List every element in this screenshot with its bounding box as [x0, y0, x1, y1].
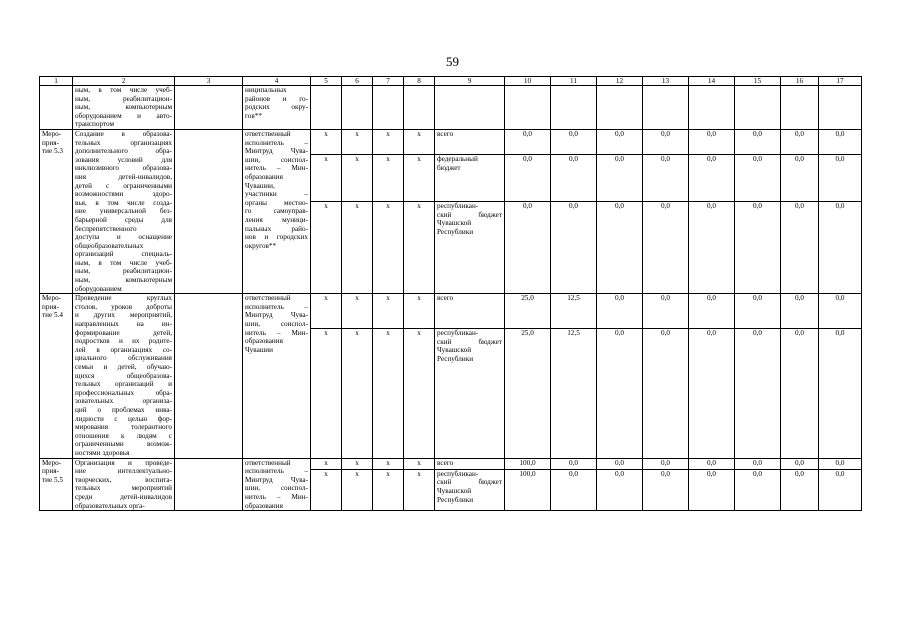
- amount-cell: 0,0: [597, 329, 643, 458]
- continuation-row: [40, 86, 862, 130]
- amount-cell: 0,0: [781, 329, 819, 458]
- code-cell: x: [311, 129, 342, 154]
- code-cell: x: [311, 329, 342, 458]
- page-number: 59: [446, 54, 459, 69]
- text-line: Чувашии: [245, 345, 273, 354]
- amount-cell: 0,0: [643, 458, 689, 469]
- text-line: барьерной среды для: [75, 215, 172, 224]
- continuation-cell-12: [597, 86, 643, 130]
- goal-indicator-cell: [175, 129, 243, 293]
- activity-label: [40, 129, 73, 293]
- code-cell: x: [373, 458, 404, 469]
- header-cell-12: 12: [597, 77, 643, 86]
- amount-cell: 0,0: [643, 469, 689, 510]
- code-cell: x: [342, 154, 373, 201]
- text-line: исполнитель –: [245, 467, 308, 476]
- header-cell-5: 5: [311, 77, 342, 86]
- amount-cell: 0,0: [643, 294, 689, 329]
- text-line: дополнительного обра-: [75, 147, 172, 156]
- text-line: прия-: [42, 138, 59, 147]
- continuation-cell-17: [819, 86, 862, 130]
- text-line: шии, соиспол-: [245, 155, 308, 164]
- text-line: Создание в образова-: [75, 129, 172, 138]
- text-line: прия-: [42, 467, 59, 476]
- code-cell: x: [373, 154, 404, 201]
- amount-cell: 0,0: [819, 129, 862, 154]
- header-cell-14: 14: [689, 77, 735, 86]
- amount-cell: 0,0: [735, 458, 781, 469]
- text-line: ние интеллектуально-: [75, 467, 172, 476]
- funding-source: [435, 129, 505, 154]
- text-line: районов и го-: [245, 94, 308, 103]
- text-line: Чувашии,: [245, 181, 275, 190]
- continuation-cell-15: [735, 86, 781, 130]
- text-line: ский бюджет: [437, 210, 502, 219]
- text-line: органы местно-: [245, 198, 308, 207]
- text-line: семьи и детей, обучаю-: [75, 363, 172, 371]
- text-line: всего: [437, 458, 454, 467]
- amount-cell: 0,0: [643, 202, 689, 294]
- text-line: образования: [245, 337, 283, 346]
- continuation-cell-2: [73, 86, 175, 130]
- amount-cell: 0,0: [819, 329, 862, 458]
- text-line: округов**: [245, 241, 277, 250]
- text-line: зовательных организа-: [75, 397, 172, 406]
- text-line: ным, компьютерным: [75, 103, 172, 112]
- text-line: творческих, воспита-: [75, 475, 172, 484]
- text-line: Республики: [437, 495, 474, 504]
- text-line: ние универсальной без-: [75, 207, 172, 216]
- amount-cell: 0,0: [689, 329, 735, 458]
- text-line: Меро-: [42, 129, 62, 138]
- text-line: нитель – Мин-: [245, 164, 308, 173]
- continuation-cell-8: [404, 86, 435, 130]
- code-cell: x: [342, 469, 373, 510]
- code-cell: x: [311, 154, 342, 201]
- amount-cell: 100,0: [505, 458, 551, 469]
- code-cell: x: [342, 129, 373, 154]
- continuation-cell-3: [175, 86, 243, 130]
- text-line: ления муници-: [245, 215, 308, 224]
- header-cell-11: 11: [551, 77, 597, 86]
- text-line: ным, в том числе учеб-: [75, 258, 172, 267]
- text-line: исполнитель –: [245, 302, 308, 311]
- text-line: федеральный: [437, 154, 478, 163]
- text-line: тельных мероприятий: [75, 484, 172, 493]
- amount-cell: 0,0: [689, 202, 735, 294]
- text-line: тие 5.5: [42, 475, 63, 484]
- header-cell-1: 1: [40, 77, 73, 86]
- text-line: вья, в том числе созда-: [75, 198, 172, 207]
- text-line: ностями здоровья: [75, 448, 130, 457]
- activity-label: [40, 458, 73, 511]
- text-line: прия-: [42, 302, 59, 311]
- header-cell-3: 3: [175, 77, 243, 86]
- text-line: отношения к людям с: [75, 431, 172, 440]
- code-cell: x: [311, 458, 342, 469]
- text-line: ответственный: [245, 458, 291, 467]
- text-line: среди детей-инвалидов: [75, 492, 172, 501]
- text-line: общеобразовательных: [75, 241, 144, 250]
- header-cell-9: 9: [435, 77, 505, 86]
- header-cell-7: 7: [373, 77, 404, 86]
- amount-cell: 0,0: [689, 294, 735, 329]
- amount-cell: 0,0: [781, 469, 819, 510]
- continuation-cell-13: [643, 86, 689, 130]
- text-line: профессиональных обра-: [75, 388, 172, 397]
- text-line: Чувашской: [437, 219, 472, 228]
- text-line: Чувашской: [437, 486, 472, 495]
- amount-cell: 0,0: [819, 469, 862, 510]
- text-line: столов, уроков доброты: [75, 302, 172, 311]
- amount-cell: 0,0: [505, 129, 551, 154]
- amount-cell: 100,0: [505, 469, 551, 510]
- text-line: щихся общеобразова-: [75, 371, 172, 380]
- amount-cell: 0,0: [735, 294, 781, 329]
- executor-cell: [243, 129, 311, 293]
- text-line: шии, соиспол-: [245, 484, 308, 493]
- text-line: тие 5.3: [42, 147, 63, 156]
- activity-row: [40, 294, 862, 329]
- amount-cell: 0,0: [597, 202, 643, 294]
- text-line: ниципальных: [245, 86, 287, 94]
- header-cell-16: 16: [781, 77, 819, 86]
- amount-cell: 0,0: [551, 469, 597, 510]
- code-cell: x: [311, 469, 342, 510]
- text-line: ния детей-инвалидов,: [75, 172, 172, 181]
- header-cell-8: 8: [404, 77, 435, 86]
- text-line: возможностями здоро-: [75, 190, 172, 199]
- text-line: шии, соиспол-: [245, 320, 308, 329]
- text-line: родских окру-: [245, 103, 308, 112]
- text-line: бюджет: [437, 163, 461, 172]
- table-body: [40, 77, 862, 511]
- activity-label: [40, 294, 73, 458]
- amount-cell: 0,0: [735, 154, 781, 201]
- text-line: образования: [245, 172, 283, 181]
- funding-source: [435, 294, 505, 329]
- header-cell-10: 10: [505, 77, 551, 86]
- text-line: Проведение круглых: [75, 294, 172, 303]
- amount-cell: 0,0: [597, 154, 643, 201]
- continuation-cell-14: [689, 86, 735, 130]
- text-line: беспрепятственного: [75, 224, 137, 233]
- text-line: детей с ограниченными: [75, 181, 172, 190]
- text-line: нитель – Мин-: [245, 492, 308, 501]
- activity-row: [40, 129, 862, 154]
- text-line: Минтруд Чува-: [245, 311, 308, 320]
- amount-cell: 0,0: [819, 294, 862, 329]
- funding-source: [435, 329, 505, 458]
- text-line: республикан-: [437, 469, 479, 478]
- code-cell: x: [311, 202, 342, 294]
- amount-cell: 12,5: [551, 329, 597, 458]
- text-line: нитель – Мин-: [245, 328, 308, 337]
- text-line: зования условий для: [75, 155, 172, 164]
- text-line: ограниченными возмож-: [75, 440, 172, 449]
- code-cell: x: [311, 294, 342, 329]
- amount-cell: 0,0: [819, 202, 862, 294]
- amount-cell: 0,0: [597, 129, 643, 154]
- amount-cell: 0,0: [597, 294, 643, 329]
- text-line: оборудованием: [75, 284, 122, 293]
- program-table: [39, 76, 862, 511]
- header-cell-13: 13: [643, 77, 689, 86]
- text-line: нов и городских: [245, 233, 308, 242]
- amount-cell: 0,0: [643, 154, 689, 201]
- amount-cell: 0,0: [689, 129, 735, 154]
- funding-source: [435, 469, 505, 510]
- continuation-cell-7: [373, 86, 404, 130]
- activity-row: [40, 458, 862, 469]
- continuation-cell-4: [243, 86, 311, 130]
- continuation-cell-16: [781, 86, 819, 130]
- amount-cell: 0,0: [551, 154, 597, 201]
- amount-cell: 0,0: [781, 294, 819, 329]
- text-line: ский бюджет: [437, 337, 502, 346]
- header-cell-17: 17: [819, 77, 862, 86]
- text-line: направленных на ин-: [75, 320, 172, 329]
- goal-indicator-cell: [175, 458, 243, 511]
- executor-cell: [243, 294, 311, 458]
- text-line: транспортом: [75, 120, 115, 129]
- code-cell: x: [342, 329, 373, 458]
- funding-source: [435, 154, 505, 201]
- amount-cell: 0,0: [551, 202, 597, 294]
- continuation-cell-9: [435, 86, 505, 130]
- text-line: циального обслуживания: [75, 354, 172, 363]
- continuation-cell-6: [342, 86, 373, 130]
- amount-cell: 25,0: [505, 294, 551, 329]
- text-line: гов**: [245, 111, 262, 120]
- code-cell: x: [373, 329, 404, 458]
- code-cell: x: [373, 129, 404, 154]
- executor-cell: [243, 458, 311, 511]
- text-line: ным, реабилитацион-: [75, 267, 172, 276]
- text-line: тие 5.4: [42, 311, 63, 320]
- amount-cell: 0,0: [735, 202, 781, 294]
- amount-cell: 12,5: [551, 294, 597, 329]
- text-line: пальных райо-: [245, 224, 308, 233]
- text-line: исполнитель –: [245, 138, 308, 147]
- text-line: республикан-: [437, 202, 479, 211]
- text-line: образования: [245, 501, 283, 510]
- amount-cell: 0,0: [819, 458, 862, 469]
- text-line: ский бюджет: [437, 478, 502, 487]
- amount-cell: 0,0: [781, 129, 819, 154]
- code-cell: x: [404, 154, 435, 201]
- header-cell-2: 2: [73, 77, 175, 86]
- text-line: ций о проблемах инва-: [75, 405, 172, 414]
- activity-description: [73, 129, 175, 293]
- amount-cell: 0,0: [551, 129, 597, 154]
- amount-cell: 0,0: [819, 154, 862, 201]
- text-line: всего: [437, 129, 454, 138]
- text-line: подростков и их родите-: [75, 337, 172, 346]
- amount-cell: 0,0: [597, 458, 643, 469]
- amount-cell: 0,0: [643, 329, 689, 458]
- text-line: образовательных орга-: [75, 501, 145, 510]
- text-line: Меро-: [42, 294, 62, 303]
- header-cell-4: 4: [243, 77, 311, 86]
- text-line: ным, в том числе учеб-: [75, 86, 172, 94]
- activity-description: [73, 294, 175, 458]
- goal-indicator-cell: [175, 294, 243, 458]
- amount-cell: 0,0: [781, 202, 819, 294]
- text-line: тельных организациях: [75, 138, 172, 147]
- text-line: тельных организаций и: [75, 380, 172, 389]
- text-line: Меро-: [42, 458, 62, 467]
- header-cell-15: 15: [735, 77, 781, 86]
- amount-cell: 0,0: [597, 469, 643, 510]
- code-cell: x: [404, 469, 435, 510]
- text-line: лей в организациях со-: [75, 345, 172, 354]
- text-line: Минтруд Чува-: [245, 147, 308, 156]
- amount-cell: 0,0: [689, 154, 735, 201]
- header-row: [40, 77, 862, 86]
- continuation-cell-10: [505, 86, 551, 130]
- text-line: инклюзивного образова-: [75, 164, 172, 173]
- amount-cell: 0,0: [735, 469, 781, 510]
- text-line: организаций специаль-: [75, 250, 172, 259]
- text-line: оборудованием и авто-: [75, 111, 172, 120]
- code-cell: x: [404, 458, 435, 469]
- text-line: мирования толерантного: [75, 423, 172, 432]
- text-line: формирование детей,: [75, 328, 172, 337]
- text-line: доступа и оснащение: [75, 233, 172, 242]
- text-line: всего: [437, 294, 454, 303]
- amount-cell: 0,0: [735, 129, 781, 154]
- code-cell: x: [342, 458, 373, 469]
- activity-description: [73, 458, 175, 511]
- text-line: го самоуправ-: [245, 207, 308, 216]
- amount-cell: 0,0: [735, 329, 781, 458]
- amount-cell: 0,0: [781, 458, 819, 469]
- code-cell: x: [373, 202, 404, 294]
- continuation-cell-1: [40, 86, 73, 130]
- text-line: и других мероприятий,: [75, 311, 172, 320]
- amount-cell: 0,0: [689, 469, 735, 510]
- amount-cell: 25,0: [505, 329, 551, 458]
- code-cell: x: [373, 469, 404, 510]
- text-line: ответственный: [245, 294, 291, 303]
- code-cell: x: [404, 202, 435, 294]
- amount-cell: 0,0: [781, 154, 819, 201]
- text-line: ответственный: [245, 129, 291, 138]
- code-cell: x: [342, 294, 373, 329]
- text-line: лидности с целью фор-: [75, 414, 172, 423]
- continuation-cell-11: [551, 86, 597, 130]
- code-cell: x: [404, 294, 435, 329]
- code-cell: x: [404, 129, 435, 154]
- text-line: ным, реабилитацион-: [75, 94, 172, 103]
- code-cell: x: [373, 294, 404, 329]
- amount-cell: 0,0: [643, 129, 689, 154]
- funding-source: [435, 202, 505, 294]
- text-line: Минтруд Чува-: [245, 475, 308, 484]
- amount-cell: 0,0: [505, 202, 551, 294]
- code-cell: x: [342, 202, 373, 294]
- amount-cell: 0,0: [551, 458, 597, 469]
- amount-cell: 0,0: [689, 458, 735, 469]
- code-cell: x: [404, 329, 435, 458]
- amount-cell: 0,0: [505, 154, 551, 201]
- text-line: Республики: [437, 228, 474, 236]
- text-line: участники –: [245, 190, 308, 199]
- funding-source: [435, 458, 505, 469]
- text-line: Чувашской: [437, 346, 472, 355]
- text-line: Организация и проведе-: [75, 458, 172, 467]
- continuation-cell-5: [311, 86, 342, 130]
- header-cell-6: 6: [342, 77, 373, 86]
- text-line: ным, компьютерным: [75, 276, 172, 285]
- text-line: республикан-: [437, 329, 479, 338]
- text-line: Республики: [437, 355, 474, 364]
